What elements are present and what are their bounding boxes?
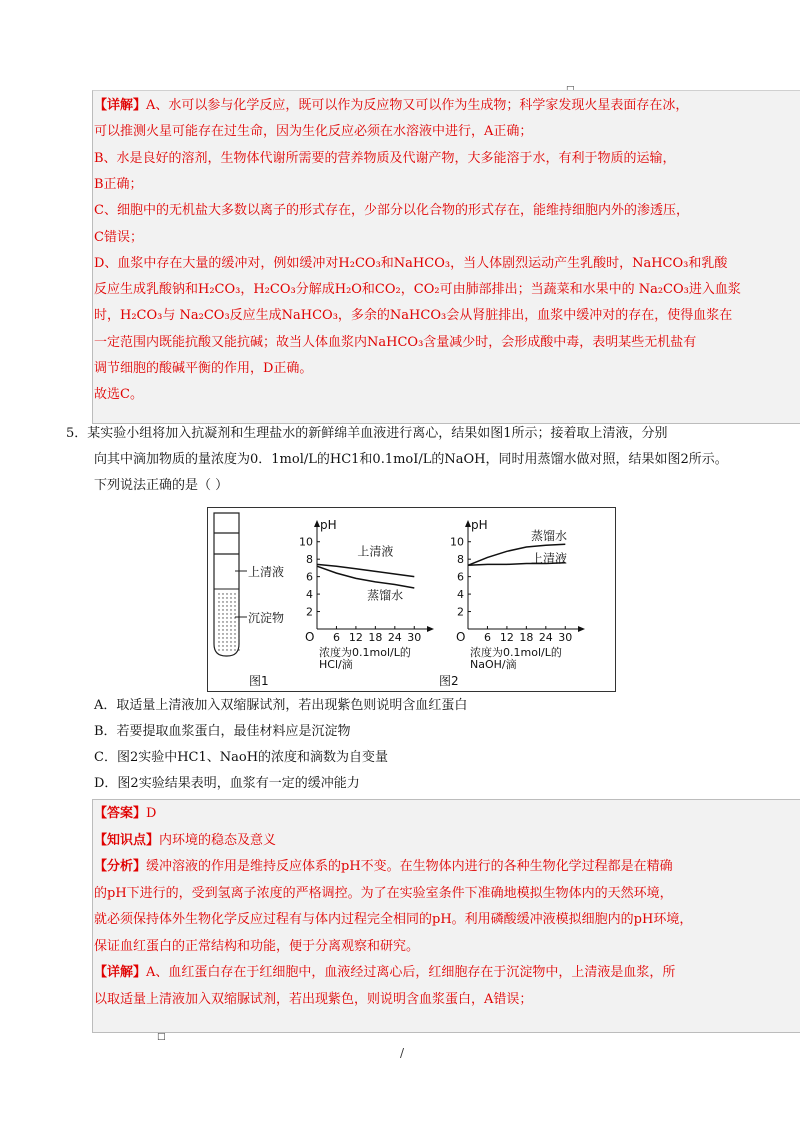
text-line — [94, 832, 794, 850]
x-tick-label: 24 — [387, 631, 402, 644]
sediment-dot — [218, 613, 219, 614]
text-line: A．取适量上清液加入双缩脲试剂，若出现紫色则说明含血红蛋白 — [94, 698, 468, 713]
sediment-dot — [222, 629, 223, 630]
sediment-dot — [218, 605, 219, 606]
sediment-dot — [226, 621, 227, 622]
sediment-dot — [226, 641, 227, 642]
line-text: B、水是良好的溶剂，生物体代谢所需要的营养物质及代谢产物，大多能溶于水，有利于物质的运输， — [94, 150, 676, 166]
sediment-dot — [218, 641, 219, 642]
series-label: 上清液 — [357, 544, 394, 559]
section-tag: 【知识点】 — [94, 832, 160, 848]
y-tick-label: 2 — [457, 605, 464, 619]
sediment-dot — [218, 625, 219, 626]
line-text: 以取适量上清液加入双缩脲试剂，若出现紫色，则说明含血浆蛋白，A错误； — [94, 991, 533, 1007]
figure-1-label: 图1 — [249, 674, 269, 688]
sediment-dot — [222, 597, 223, 598]
section-tag: 【分析】 — [94, 859, 147, 874]
sediment-dot — [218, 649, 219, 650]
sediment-dot — [218, 593, 219, 594]
x-axis-label: HCl/滴 — [319, 658, 353, 671]
sediment-dot — [218, 609, 219, 610]
sediment-dot — [222, 617, 223, 618]
sediment-dot — [230, 593, 231, 594]
text-line — [94, 176, 794, 194]
sediment-dot — [218, 621, 219, 622]
text-line — [94, 281, 794, 299]
y-tick-label: 10 — [450, 535, 464, 549]
x-axis-label: NaOH/滴 — [470, 658, 517, 671]
y-tick-label: 6 — [306, 570, 313, 584]
text-line: B．若要提取血浆蛋白，最佳材料应是沉淀物 — [94, 724, 351, 739]
sediment-dot — [226, 613, 227, 614]
sediment-dot — [234, 617, 235, 618]
origin-label: O — [456, 630, 466, 644]
sediment-dot — [222, 641, 223, 642]
sediment-dot — [230, 613, 231, 614]
sediment-dot — [218, 629, 219, 630]
sediment-dot — [218, 601, 219, 602]
line-text: 缓冲溶液的作用是维持反应体系的pH不变。在生物体内进行的各种生物化学过程都是在精确 — [146, 859, 673, 874]
x-tick-label: 12 — [348, 631, 363, 644]
sediment-dot — [218, 617, 219, 618]
sediment-dot — [238, 601, 239, 602]
sediment-dot — [218, 637, 219, 638]
text-line — [94, 360, 794, 378]
sediment-dot — [226, 649, 227, 650]
sediment-dot — [222, 609, 223, 610]
sediment-dot — [238, 613, 239, 614]
x-tick-label: 30 — [407, 631, 422, 644]
text-line — [94, 938, 794, 956]
sediment-dot — [222, 613, 223, 614]
supernatant-label: 上清液 — [248, 565, 285, 579]
sediment-dot — [238, 629, 239, 630]
text-line — [94, 991, 794, 1009]
sediment-dot — [234, 633, 235, 634]
sediment-dot — [222, 605, 223, 606]
sediment-dot — [238, 637, 239, 638]
sediment-dot — [230, 621, 231, 622]
sediment-dot — [234, 601, 235, 602]
text-line — [94, 255, 794, 273]
line-text: B正确； — [94, 176, 143, 192]
series-label: 蒸馏水 — [367, 588, 404, 603]
y-tick-label: 10 — [299, 535, 313, 549]
text-line — [94, 123, 794, 141]
sediment-dot — [226, 637, 227, 638]
x-tick-label: 24 — [538, 631, 553, 644]
y-tick-label: 8 — [457, 553, 464, 567]
sediment-dot — [234, 597, 235, 598]
sediment-dot — [222, 593, 223, 594]
sediment-dot — [230, 601, 231, 602]
sediment-dot — [238, 617, 239, 618]
paragraph-mark-bottom: □ — [157, 1032, 166, 1042]
x-axis-label: 浓度为0.1mol/L的 — [470, 646, 562, 659]
sediment-dot — [226, 617, 227, 618]
x-tick-label: 6 — [332, 631, 340, 644]
sediment-dot — [234, 645, 235, 646]
y-tick-label: 8 — [306, 553, 313, 567]
sediment-dot — [238, 625, 239, 626]
sediment-dot — [222, 633, 223, 634]
sediment-dot — [238, 593, 239, 594]
y-tick-label: 4 — [457, 588, 464, 602]
sediment-dot — [222, 601, 223, 602]
sediment-dot — [238, 633, 239, 634]
text-line — [94, 229, 794, 247]
sediment-dot — [234, 625, 235, 626]
sediment-dot — [234, 641, 235, 642]
line-text: A、水可以参与化学反应，既可以作为反应物又可以作为生成物；科学家发现火星表面存在冰， — [146, 98, 689, 113]
sediment-dot — [222, 637, 223, 638]
line-text: C、细胞中的无机盐大多数以离子的形式存在，少部分以化合物的形式存在，能维持细胞内外的渗透压， — [94, 203, 689, 219]
sediment-dot — [226, 601, 227, 602]
y-axis-label: pH — [320, 518, 337, 532]
line-text: 可以推测火星可能存在过生命，因为生化反应必须在水溶液中进行，A正确； — [94, 124, 533, 140]
sediment-dot — [230, 637, 231, 638]
sediment-dot — [230, 625, 231, 626]
sediment-dot — [230, 617, 231, 618]
sediment-dot — [226, 629, 227, 630]
sediment-dot — [226, 645, 227, 646]
line-text: 调节细胞的酸碱平衡的作用，D正确。 — [94, 361, 313, 376]
sediment-dot — [226, 605, 227, 606]
text-line — [94, 97, 794, 115]
sediment-dot — [238, 649, 239, 650]
sediment-dot — [238, 605, 239, 606]
sediment-dot — [234, 649, 235, 650]
sediment-dot — [226, 625, 227, 626]
line-text: 就必须保持体外生物化学反应过程有与体内过程完全相同的pH。利用磷酸缓冲液模拟细胞内的pH环境， — [94, 912, 693, 927]
y-axis-label: pH — [471, 518, 488, 532]
line-text: 反应生成乳酸钠和H₂CO₃，H₂CO₃分解成H₂O和CO₂，CO₂可由肺部排出；当蔬菜和水果中的 Na₂CO₃进入血浆 — [94, 282, 741, 298]
x-axis-label: 浓度为0.1mol/L的 — [319, 646, 411, 659]
sediment-dot — [238, 645, 239, 646]
text-line — [94, 386, 794, 404]
text-line: C．图2实验中HC1、NaoH的浓度和滴数为自变量 — [94, 750, 389, 765]
sediment-dot — [238, 621, 239, 622]
line-text: 故选C。 — [94, 387, 143, 403]
sediment-label: 沉淀物 — [248, 611, 285, 625]
sediment-dot — [230, 609, 231, 610]
line-text: 内环境的稳态及意义 — [159, 832, 277, 848]
y-tick-label: 6 — [457, 570, 464, 584]
sediment-dot — [238, 597, 239, 598]
sediment-dot — [230, 597, 231, 598]
line-text: A、血红蛋白存在于红细胞中，血液经过离心后，红细胞存在于沉淀物中，上清液是血浆，所 — [146, 965, 676, 980]
section-tag: 【答案】 — [94, 806, 147, 821]
text-line — [94, 307, 794, 325]
y-tick-label: 4 — [306, 588, 313, 602]
text-line — [94, 150, 794, 168]
sediment-dot — [226, 593, 227, 594]
sediment-dot — [238, 609, 239, 610]
sediment-dot — [238, 641, 239, 642]
text-line: 5．某实验小组将加入抗凝剂和生理盐水的新鲜绵羊血液进行离心，结果如图1所示；接着取上清液，分别 — [66, 426, 668, 441]
section-tag: 【详解】 — [94, 965, 147, 980]
sediment-dot — [234, 609, 235, 610]
text-line — [94, 885, 794, 903]
experiment-figure — [207, 507, 616, 692]
text-line — [94, 911, 794, 929]
text-line: 下列说法正确的是（ ） — [94, 478, 229, 493]
sediment-dot — [230, 629, 231, 630]
x-tick-label: 12 — [499, 631, 514, 644]
figure-2-label: 图2 — [439, 674, 459, 688]
sediment-dot — [234, 613, 235, 614]
text-line: 向其中滴加物质的量浓度为0．1mol/L的HC1和0.1moI/L的NaOH，同时用蒸馏水做对照，结果如图2所示。 — [94, 452, 728, 467]
text-line — [94, 334, 794, 352]
x-tick-label: 6 — [483, 631, 491, 644]
text-line — [94, 805, 794, 823]
series-label: 蒸馏水 — [531, 528, 568, 543]
sediment-dot — [230, 641, 231, 642]
series-label: 上清液 — [531, 551, 568, 566]
sediment-dot — [234, 629, 235, 630]
sediment-dot — [222, 649, 223, 650]
text-line — [94, 858, 794, 876]
sediment-dot — [230, 649, 231, 650]
line-text: D — [146, 806, 157, 821]
sediment-dot — [222, 621, 223, 622]
sediment-dot — [226, 609, 227, 610]
line-text: 一定范围内既能抗酸又能抗碱；故当人体血浆内NaHCO₃含量减少时，会形成酸中毒，表明某些无机盐有 — [94, 334, 697, 350]
sediment-dot — [218, 597, 219, 598]
origin-label: O — [305, 630, 315, 644]
text-line — [94, 202, 794, 220]
line-text: 保证血红蛋白的正常结构和功能，便于分离观察和研究。 — [94, 938, 420, 954]
x-tick-label: 18 — [368, 631, 383, 644]
x-tick-label: 18 — [519, 631, 534, 644]
line-text: C错误； — [94, 229, 143, 245]
sediment-dot — [230, 605, 231, 606]
sediment-dot — [234, 621, 235, 622]
x-tick-label: 30 — [558, 631, 573, 644]
sediment-dot — [234, 637, 235, 638]
sediment-dot — [226, 597, 227, 598]
section-tag: 【详解】 — [94, 98, 147, 113]
sediment-dot — [218, 645, 219, 646]
sediment-dot — [222, 645, 223, 646]
sediment-dot — [234, 593, 235, 594]
line-text: D、血浆中存在大量的缓冲对，例如缓冲对H₂CO₃和NaHCO₃，当人体剧烈运动产生乳酸时，NaHCO₃和乳酸 — [94, 255, 728, 271]
sediment-dot — [226, 633, 227, 634]
line-text: 时，H₂CO₃与 Na₂CO₃反应生成NaHCO₃，多余的NaHCO₃会从肾脏排出，血浆中缓冲对的存在，使得血浆在 — [94, 308, 733, 324]
sediment-dot — [230, 633, 231, 634]
page-number: / — [400, 1046, 405, 1060]
text-line — [94, 964, 794, 982]
sediment-dot — [222, 625, 223, 626]
line-text: 的pH下进行的，受到氢离子浓度的严格调控。为了在实验室条件下准确地模拟生物体内的天然环境， — [94, 885, 673, 901]
sediment-dot — [218, 633, 219, 634]
text-line: D．图2实验结果表明，血浆有一定的缓冲能力 — [94, 776, 360, 791]
sediment-dot — [234, 605, 235, 606]
sediment-dot — [230, 645, 231, 646]
y-tick-label: 2 — [306, 605, 313, 619]
